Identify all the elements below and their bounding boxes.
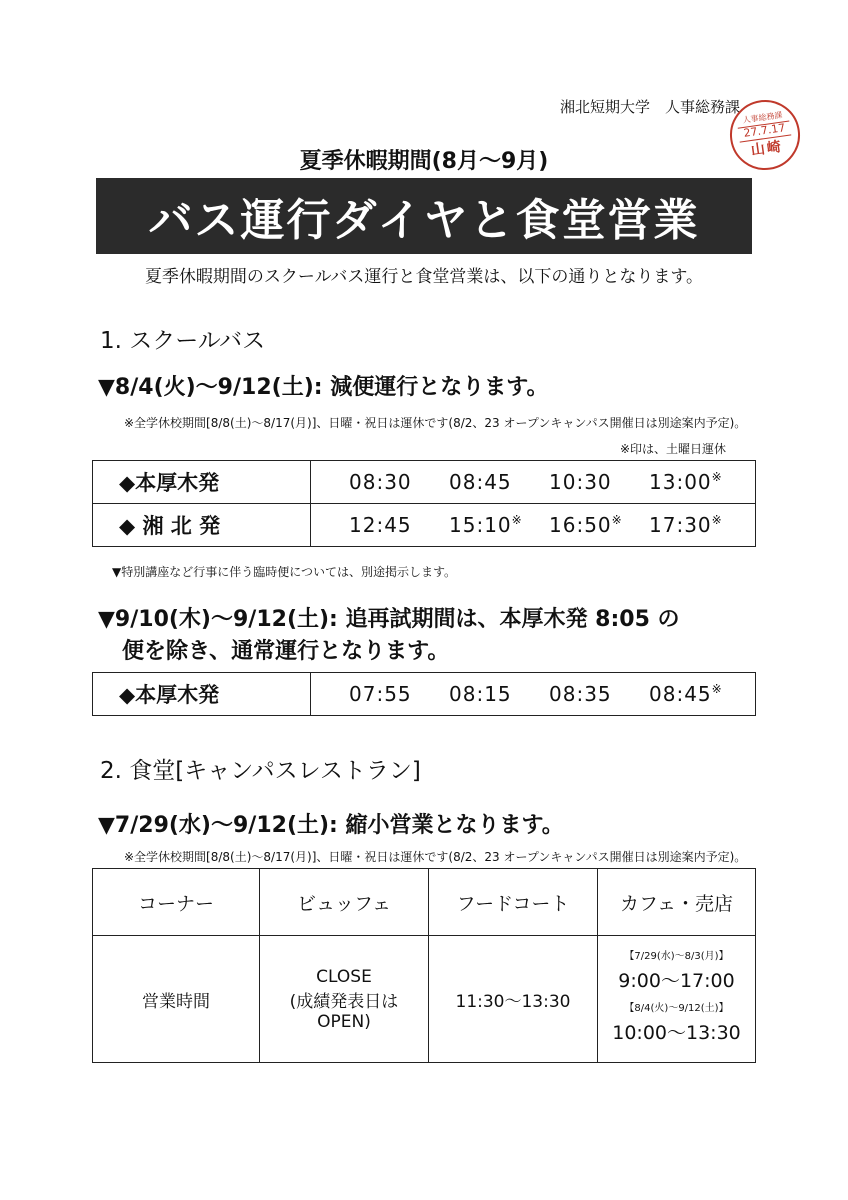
bus-section-heading: 1. スクールバス bbox=[100, 328, 266, 354]
departure-time: 08:30 bbox=[349, 470, 412, 494]
row-label: 営業時間 bbox=[93, 936, 260, 1063]
buffet-hours: CLOSE (成績発表日は OPEN) bbox=[260, 936, 429, 1063]
table-row bbox=[93, 504, 756, 547]
table-row bbox=[93, 461, 756, 504]
column-header: ビュッフェ bbox=[260, 869, 429, 936]
subtitle: 夏季休暇期間(8月～9月) bbox=[299, 149, 549, 174]
departure-time: 07:55 bbox=[349, 682, 412, 706]
cafeteria-note: ※全学休校期間[8/8(土)～8/17(月)]、日曜・祝日は運休です(8/2、23 オープンキャンパス開催日は別途案内予定)。 bbox=[124, 850, 747, 864]
departure-time: 15:10※ bbox=[449, 513, 523, 537]
departure-label: ◆本厚木発 bbox=[93, 673, 311, 716]
departure-label: ◆ 湘 北 発 bbox=[93, 504, 311, 547]
table-row bbox=[93, 936, 756, 1063]
bus-period2-title: ▼9/10(木)～9/12(土): 追再試期間は、本厚木発 8:05 の 便を除き、通常運行となります。 bbox=[98, 607, 680, 664]
departure-time: 13:00※ bbox=[649, 470, 723, 494]
cafeteria-section-heading: 2. 食堂[キャンパスレストラン] bbox=[100, 758, 421, 784]
issuer: 湘北短期大学 人事総務課 bbox=[560, 98, 741, 116]
foodcourt-hours: 11:30～13:30 bbox=[429, 936, 598, 1063]
column-header: コーナー bbox=[93, 869, 260, 936]
departure-time: 17:30※ bbox=[649, 513, 723, 537]
bus-timetable-1 bbox=[92, 460, 756, 547]
table-header-row bbox=[93, 869, 756, 936]
stamp-name: 山崎 bbox=[749, 138, 784, 159]
stamp-date: 27.7.17 bbox=[738, 121, 792, 143]
departure-time: 10:30 bbox=[549, 470, 612, 494]
cafeteria-hours-table bbox=[92, 868, 756, 1063]
cafeteria-title: ▼7/29(水)～9/12(土): 縮小営業となります。 bbox=[98, 813, 564, 838]
departure-time: 08:45 bbox=[449, 470, 512, 494]
departure-label: ◆本厚木発 bbox=[93, 461, 311, 504]
bus-footnote: ▼特別講座など行事に伴う臨時便については、別途掲示します。 bbox=[112, 565, 457, 579]
departure-time: 08:45※ bbox=[649, 682, 723, 706]
column-header: カフェ・売店 bbox=[598, 869, 756, 936]
bus-period1-title: ▼8/4(火)～9/12(土): 減便運行となります。 bbox=[98, 375, 549, 400]
bus-timetable-2 bbox=[92, 672, 756, 716]
stamp-department: 人事総務課 bbox=[742, 110, 784, 125]
bus-period1-note: ※全学休校期間[8/8(土)～8/17(月)]、日曜・祝日は運休です(8/2、23 オープンキャンパス開催日は別途案内予定)。 bbox=[124, 416, 747, 430]
page-title: バス運行ダイヤと食堂営業 bbox=[96, 178, 752, 254]
departure-time: 08:15 bbox=[449, 682, 512, 706]
departure-time: 12:45 bbox=[349, 513, 412, 537]
column-header: フードコート bbox=[429, 869, 598, 936]
table-row bbox=[93, 673, 756, 716]
departure-time: 08:35 bbox=[549, 682, 612, 706]
saturday-legend: ※印は、土曜日運休 bbox=[620, 442, 727, 456]
intro-text: 夏季休暇期間のスクールバス運行と食堂営業は、以下の通りとなります。 bbox=[144, 267, 704, 287]
departure-time: 16:50※ bbox=[549, 513, 623, 537]
cafe-hours: 【7/29(水)～8/3(月)】 9:00～17:00 【8/4(火)～9/12(土)】 10:00～13:30 bbox=[598, 936, 756, 1063]
